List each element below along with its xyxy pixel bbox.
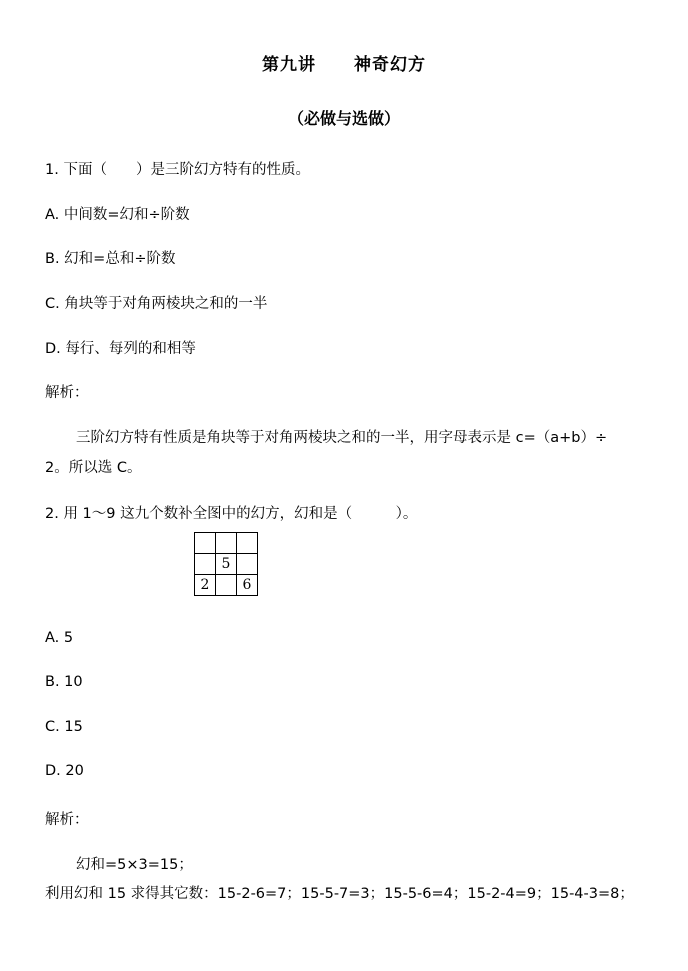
grid-cell: 2 [195, 575, 216, 596]
grid-cell [195, 554, 216, 575]
q2-analysis-line1: 幻和=5×3=15； [76, 857, 193, 873]
magic-square-grid [194, 532, 258, 596]
q2-analysis-label: 解析： [45, 812, 89, 828]
grid-cell [237, 554, 258, 575]
q1-stem: 1. 下面（ ）是三阶幻方特有的性质。 [45, 162, 310, 178]
grid-row [195, 533, 258, 554]
q1-option-d: D. 每行、每列的和相等 [45, 341, 196, 357]
q2-option-c: C. 15 [45, 719, 83, 735]
q2-option-d: D. 20 [45, 763, 84, 779]
q1-option-b: B. 幻和=总和÷阶数 [45, 251, 176, 267]
grid-row [195, 575, 258, 596]
q2-option-a: A. 5 [45, 630, 74, 646]
grid-cell [195, 533, 216, 554]
q1-analysis-line1: 三阶幻方特有性质是角块等于对角两棱块之和的一半，用字母表示是 c=（a+b）÷ [76, 430, 608, 446]
grid-cell: 6 [237, 575, 258, 596]
q1-analysis-label: 解析： [45, 385, 89, 401]
q1-option-a: A. 中间数=幻和÷阶数 [45, 207, 190, 223]
page-title [0, 50, 688, 75]
grid-cell [216, 575, 237, 596]
q2-stem: 2. 用 1～9 这九个数补全图中的幻方，幻和是（ ）。 [45, 506, 418, 522]
title-topic: 神奇幻方 [354, 55, 426, 75]
q2-analysis-line2: 利用幻和 15 求得其它数：15-2-6=7；15-5-7=3；15-5-6=4；15-2-4=9；15-4-3=8； [45, 886, 634, 902]
grid-row [195, 554, 258, 575]
q2-option-b: B. 10 [45, 674, 83, 690]
q1-analysis-line2: 2。所以选 C。 [45, 460, 142, 476]
grid-cell [237, 533, 258, 554]
grid-cell: 5 [216, 554, 237, 575]
title-lecture: 第九讲 [262, 55, 316, 75]
grid-cell [216, 533, 237, 554]
q1-option-c: C. 角块等于对角两棱块之和的一半 [45, 296, 268, 312]
page-subtitle: （必做与选做） [287, 109, 400, 128]
